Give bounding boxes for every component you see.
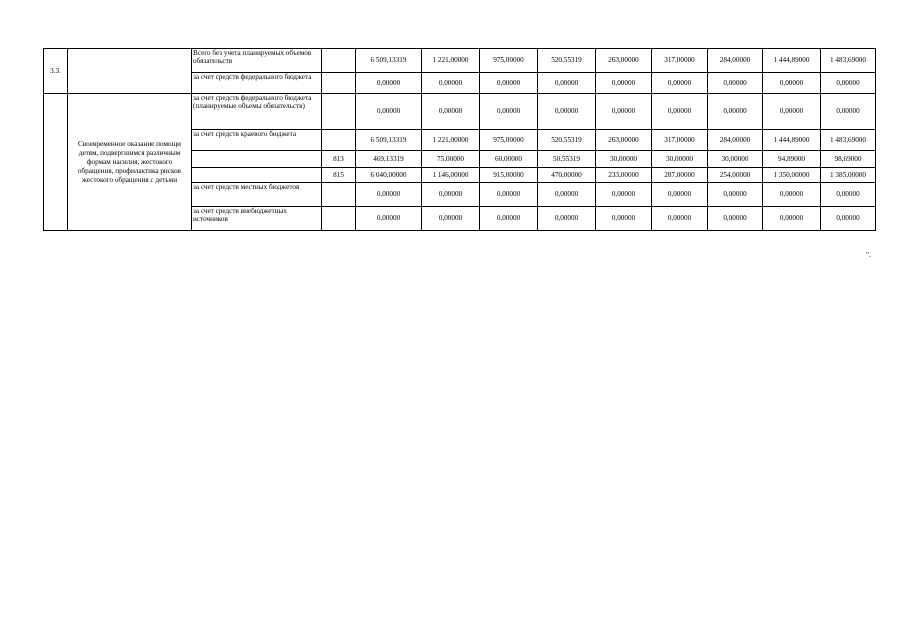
amount-cell: 1 146,00000: [422, 168, 480, 183]
amount-cell: 1 444,89000: [763, 130, 821, 151]
amount-cell: 263,00000: [596, 130, 652, 151]
table-row: [44, 94, 876, 130]
budget-code: [322, 183, 356, 207]
budget-code: [322, 207, 356, 231]
amount-cell: 317,00000: [652, 130, 708, 151]
amount-cell: 1 221,00000: [422, 130, 480, 151]
amount-cell: 0,00000: [708, 207, 763, 231]
funding-source: за счет средств краевого бюджета: [192, 130, 322, 151]
amount-cell: 0,00000: [356, 73, 422, 94]
description-cell-empty: [68, 49, 192, 94]
amount-cell: 317,00000: [652, 49, 708, 73]
amount-cell: 520,55319: [538, 49, 596, 73]
amount-cell: 0,00000: [596, 183, 652, 207]
amount-cell: 0,00000: [596, 73, 652, 94]
amount-cell: 0,00000: [480, 207, 538, 231]
budget-code: [322, 94, 356, 130]
amount-cell: 0,00000: [763, 73, 821, 94]
amount-cell: 0,00000: [652, 207, 708, 231]
amount-cell: 1 483,69000: [821, 130, 876, 151]
amount-cell: 284,00000: [708, 130, 763, 151]
amount-cell: 233,00000: [596, 168, 652, 183]
funding-source: за счет средств внебюджетных источников: [192, 207, 322, 231]
amount-cell: 0,00000: [480, 73, 538, 94]
amount-cell: 98,69000: [821, 151, 876, 168]
amount-cell: 60,00000: [480, 151, 538, 168]
budget-code: 815: [322, 168, 356, 183]
amount-cell: 0,00000: [652, 73, 708, 94]
amount-cell: 469,13319: [356, 151, 422, 168]
amount-cell: 1 385,00000: [821, 168, 876, 183]
amount-cell: 75,00000: [422, 151, 480, 168]
amount-cell: 0,00000: [538, 183, 596, 207]
amount-cell: 975,00000: [480, 130, 538, 151]
amount-cell: 0,00000: [356, 94, 422, 130]
amount-cell: 0,00000: [652, 183, 708, 207]
section-number: 3.3.: [44, 49, 68, 94]
amount-cell: 0,00000: [538, 73, 596, 94]
section-number-empty: [44, 94, 68, 231]
amount-cell: 0,00000: [763, 207, 821, 231]
amount-cell: 470,00000: [538, 168, 596, 183]
amount-cell: 0,00000: [821, 94, 876, 130]
amount-cell: 6 509,13319: [356, 130, 422, 151]
amount-cell: 0,00000: [708, 183, 763, 207]
budget-table: [43, 48, 876, 231]
budget-code: 813: [322, 151, 356, 168]
amount-cell: 0,00000: [422, 183, 480, 207]
amount-cell: 0,00000: [652, 94, 708, 130]
amount-cell: 254,00000: [708, 168, 763, 183]
funding-source: за счет средств федерального бюджета (планируемые объемы обязательств): [192, 94, 322, 130]
measure-description: Своевременное оказание помощи детям, подвергшимся различным формам насилия, жестокого обращения, профилактика рисков жестокого обращения с детьми: [68, 94, 192, 231]
amount-cell: 0,00000: [422, 73, 480, 94]
amount-cell: 1 483,69000: [821, 49, 876, 73]
amount-cell: 6 509,13319: [356, 49, 422, 73]
amount-cell: 94,89000: [763, 151, 821, 168]
funding-source: [192, 168, 322, 183]
amount-cell: 30,00000: [596, 151, 652, 168]
amount-cell: 0,00000: [480, 94, 538, 130]
amount-cell: 6 040,00000: [356, 168, 422, 183]
amount-cell: 0,00000: [356, 207, 422, 231]
amount-cell: 0,00000: [538, 207, 596, 231]
amount-cell: 915,00000: [480, 168, 538, 183]
amount-cell: 263,00000: [596, 49, 652, 73]
amount-cell: 0,00000: [422, 207, 480, 231]
amount-cell: 50,55319: [538, 151, 596, 168]
amount-cell: 0,00000: [821, 207, 876, 231]
amount-cell: 0,00000: [821, 73, 876, 94]
budget-code: [322, 73, 356, 94]
amount-cell: 0,00000: [480, 183, 538, 207]
amount-cell: 1 221,00000: [422, 49, 480, 73]
amount-cell: 0,00000: [763, 183, 821, 207]
amount-cell: 30,00000: [708, 151, 763, 168]
amount-cell: 284,00000: [708, 49, 763, 73]
amount-cell: 287,00000: [652, 168, 708, 183]
budget-code: [322, 49, 356, 73]
amount-cell: 0,00000: [596, 207, 652, 231]
amount-cell: 0,00000: [422, 94, 480, 130]
amount-cell: 975,00000: [480, 49, 538, 73]
amount-cell: 0,00000: [708, 73, 763, 94]
funding-source: за счет средств местных бюджетов: [192, 183, 322, 207]
amount-cell: 1 350,00000: [763, 168, 821, 183]
funding-source: [192, 151, 322, 168]
amount-cell: 0,00000: [708, 94, 763, 130]
funding-source: за счет средств федерального бюджета: [192, 73, 322, 94]
amount-cell: 520,55319: [538, 130, 596, 151]
amount-cell: 0,00000: [356, 183, 422, 207]
amount-cell: 0,00000: [763, 94, 821, 130]
amount-cell: 0,00000: [538, 94, 596, 130]
budget-code: [322, 130, 356, 151]
amount-cell: 0,00000: [596, 94, 652, 130]
amount-cell: 30,00000: [652, 151, 708, 168]
closing-quote-mark: ".: [866, 250, 871, 259]
table-row: [44, 49, 876, 73]
amount-cell: 1 444,89000: [763, 49, 821, 73]
funding-source: Всего без учета планируемых объемов обязательств: [192, 49, 322, 73]
amount-cell: 0,00000: [821, 183, 876, 207]
